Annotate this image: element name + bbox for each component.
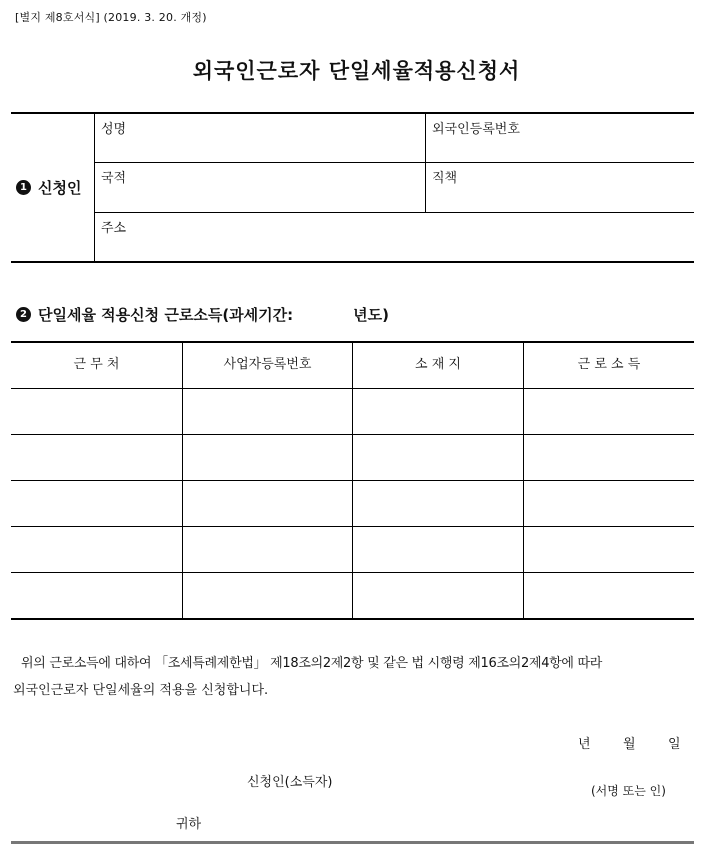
position-field[interactable] — [426, 185, 693, 211]
registration-no-field[interactable] — [426, 136, 693, 161]
recipient-label: 귀하 — [176, 817, 202, 832]
table-header-workplace: 근 무 처 — [73, 357, 120, 372]
table-cell[interactable] — [11, 481, 182, 526]
statement-line-2: 외국인근로자 단일세율의 적용을 신청합니다. — [13, 683, 269, 698]
section1-row-divider-1 — [94, 162, 694, 163]
table-cell[interactable] — [353, 435, 523, 480]
section2-year-suffix: 년도) — [353, 306, 389, 324]
table-cell[interactable] — [524, 573, 694, 618]
section1-bottom-border — [11, 261, 694, 263]
table-cell[interactable] — [11, 389, 182, 434]
name-label: 성명 — [101, 122, 127, 137]
address-label: 주소 — [101, 221, 127, 236]
table-cell[interactable] — [183, 527, 352, 572]
table-header-business-no: 사업자등록번호 — [223, 357, 312, 372]
table-cell[interactable] — [183, 573, 352, 618]
section1-heading — [16, 177, 81, 198]
applicant-label: 신청인(소득자) — [247, 775, 333, 790]
nationality-field[interactable] — [95, 185, 424, 211]
name-field[interactable] — [95, 136, 424, 161]
section2-label: 단일세율 적용신청 근로소득(과세기간: — [38, 306, 294, 324]
table-cell[interactable] — [183, 481, 352, 526]
table-cell[interactable] — [524, 481, 694, 526]
statement-line-1: 위의 근로소득에 대하여 「조세특례제한법」 제18조의2제2항 및 같은 법 시행령 제16조의2제4항에 따라 — [21, 656, 603, 671]
table-cell[interactable] — [11, 527, 182, 572]
application-statement — [13, 650, 695, 704]
table-cell[interactable] — [353, 481, 523, 526]
signature-label: (서명 또는 인) — [591, 784, 666, 798]
section1-number-badge: 1 — [16, 180, 31, 195]
section1-label: 신청인 — [38, 179, 82, 197]
document-title: 외국인근로자 단일세율적용신청서 — [192, 59, 521, 83]
section1-row-divider-2 — [94, 212, 694, 213]
table-cell[interactable] — [524, 435, 694, 480]
form-number: [별지 제8호서식] (2019. 3. 20. 개정) — [15, 11, 207, 24]
date-day-label: 일 — [668, 737, 681, 752]
table-cell[interactable] — [524, 389, 694, 434]
table-cell[interactable] — [353, 573, 523, 618]
date-year-field[interactable] — [520, 728, 575, 750]
registration-no-label: 외국인등록번호 — [432, 122, 520, 137]
section1-top-border — [11, 112, 694, 114]
position-label: 직책 — [432, 171, 458, 186]
applicant-name-field[interactable] — [360, 766, 580, 790]
table-cell[interactable] — [11, 435, 182, 480]
table-header-location: 소 재 지 — [415, 357, 461, 372]
section2-number-badge: 2 — [16, 307, 31, 322]
table-cell[interactable] — [524, 527, 694, 572]
table-cell[interactable] — [183, 389, 352, 434]
table-header-income: 근 로 소 득 — [577, 357, 641, 372]
table-cell[interactable] — [353, 389, 523, 434]
date-month-label: 월 — [623, 737, 636, 752]
section2-heading — [16, 304, 389, 325]
table-cell[interactable] — [353, 527, 523, 572]
nationality-label: 국적 — [101, 171, 127, 186]
table-cell[interactable] — [183, 435, 352, 480]
table-cell[interactable] — [11, 573, 182, 618]
date-year-label: 년 — [578, 737, 591, 752]
footer-border — [11, 841, 694, 844]
address-field[interactable] — [95, 235, 693, 260]
